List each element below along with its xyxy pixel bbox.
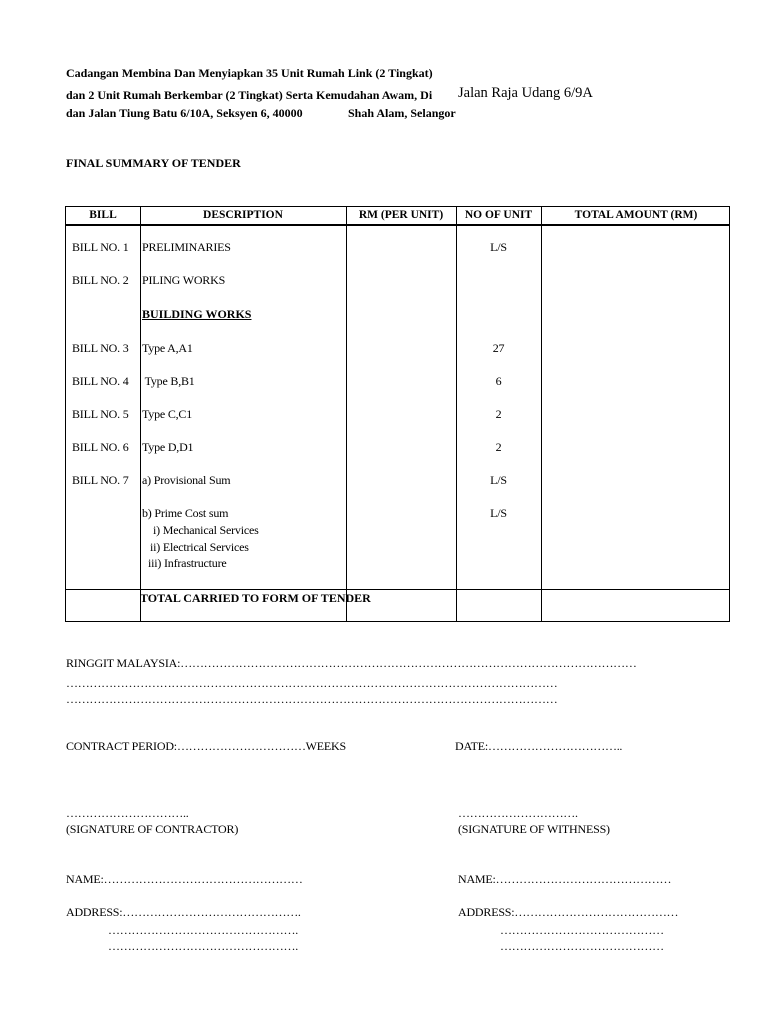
- total-row-divider: [66, 589, 729, 590]
- witness-name-field: [458, 872, 671, 887]
- date-field: [455, 739, 622, 754]
- dotted-fill-line: ………………………………………….: [108, 939, 298, 953]
- bill-description: Type D,D1: [142, 440, 194, 454]
- project-title-line-2-location: Jalan Raja Udang 6/9A: [458, 85, 593, 101]
- bill-description: PILING WORKS: [142, 273, 226, 287]
- no-of-unit: L/S: [490, 473, 507, 487]
- column-header-total-amount: TOTAL AMOUNT (RM): [574, 209, 698, 221]
- dotted-fill-line: ……………………………………: [500, 923, 664, 937]
- no-of-unit: 2: [495, 440, 502, 454]
- total-carried-label: TOTAL CARRIED TO FORM OF TENDER: [140, 591, 371, 605]
- no-of-unit: 2: [495, 407, 502, 421]
- witness-address-field: [458, 905, 678, 920]
- address-label: ADDRESS:: [458, 905, 515, 919]
- dotted-fill-line: ………………………………………………………………………………………………………………: [66, 692, 558, 706]
- column-divider: [346, 207, 347, 621]
- ringgit-malaysia-label: RINGGIT MALAYSIA:: [66, 656, 181, 670]
- ringgit-malaysia-field: [66, 656, 637, 671]
- dotted-fill: ……………………………………………: [103, 872, 303, 886]
- prime-cost-item: ii) Electrical Services: [150, 540, 249, 554]
- dotted-fill-line: ………………………………………….: [108, 923, 298, 937]
- contractor-name-field: [66, 872, 303, 887]
- name-label: NAME:: [66, 872, 104, 886]
- bill-number: BILL NO. 4: [72, 374, 129, 388]
- no-of-unit: L/S: [490, 240, 507, 254]
- no-of-unit: 6: [495, 374, 502, 388]
- contractor-address-field: [66, 905, 301, 920]
- column-divider: [541, 207, 542, 621]
- bill-number: BILL NO. 3: [72, 341, 129, 355]
- bill-description: b) Prime Cost sum: [142, 506, 229, 520]
- column-header-bill: BILL: [89, 209, 117, 221]
- date-label: DATE:: [455, 739, 488, 753]
- dotted-fill-line: ……………………………………: [500, 939, 664, 953]
- dotted-fill: ……………………………: [176, 739, 306, 753]
- bill-number: BILL NO. 7: [72, 473, 129, 487]
- contract-period-field: [66, 739, 346, 754]
- name-label: NAME:: [458, 872, 496, 886]
- bill-description: Type B,B1: [142, 374, 195, 388]
- dotted-fill: ……………………………………….: [122, 905, 301, 919]
- dotted-fill: ……………………………………: [514, 905, 679, 919]
- bill-description: a) Provisional Sum: [142, 473, 231, 487]
- section-title: FINAL SUMMARY OF TENDER: [66, 156, 241, 170]
- project-title-line-1: Cadangan Membina Dan Menyiapkan 35 Unit Rumah Link (2 Tingkat): [66, 66, 433, 80]
- signature-of-contractor-label: (SIGNATURE OF CONTRACTOR): [66, 822, 239, 836]
- column-header-description: DESCRIPTION: [203, 209, 283, 221]
- bill-number: BILL NO. 1: [72, 240, 129, 254]
- bill-number: BILL NO. 5: [72, 407, 129, 421]
- dotted-fill: ……………………………..: [488, 739, 623, 753]
- column-header-rm-per-unit: RM (PER UNIT): [358, 209, 444, 221]
- bill-number: BILL NO. 2: [72, 273, 129, 287]
- column-header-no-of-unit: NO OF UNIT: [464, 209, 533, 221]
- bill-number: BILL NO. 6: [72, 440, 129, 454]
- project-title-line-3-location: Shah Alam, Selangor: [348, 106, 456, 120]
- signature-line-witness: ………………………….: [458, 806, 578, 820]
- bill-description: PRELIMINARIES: [142, 240, 231, 254]
- dotted-fill: ………………………………………: [495, 872, 672, 886]
- prime-cost-item: i) Mechanical Services: [153, 523, 259, 537]
- contract-period-label: CONTRACT PERIOD:: [66, 739, 177, 753]
- weeks-label: WEEKS: [305, 739, 346, 753]
- project-title-line-2: dan 2 Unit Rumah Berkembar (2 Tingkat) Serta Kemudahan Awam, Di: [66, 88, 433, 102]
- header-divider-double: [66, 225, 729, 226]
- bill-description: Type C,C1: [142, 407, 193, 421]
- signature-line-contractor: …………………………..: [66, 806, 189, 820]
- column-divider: [140, 207, 141, 621]
- prime-cost-item: iii) Infrastructure: [148, 556, 227, 570]
- dotted-fill: ………………………………………………………………………………………………………: [180, 656, 637, 670]
- bill-description: Type A,A1: [142, 341, 193, 355]
- building-works-heading: BUILDING WORKS: [142, 307, 252, 321]
- signature-of-witness-label: (SIGNATURE OF WITHNESS): [458, 822, 610, 836]
- tender-summary-table: [65, 206, 730, 622]
- dotted-fill-line: ………………………………………………………………………………………………………………: [66, 676, 558, 690]
- project-title-line-3: dan Jalan Tiung Batu 6/10A, Seksyen 6, 40000: [66, 106, 303, 120]
- address-label: ADDRESS:: [66, 905, 123, 919]
- no-of-unit: 27: [492, 341, 505, 355]
- no-of-unit: L/S: [490, 506, 507, 520]
